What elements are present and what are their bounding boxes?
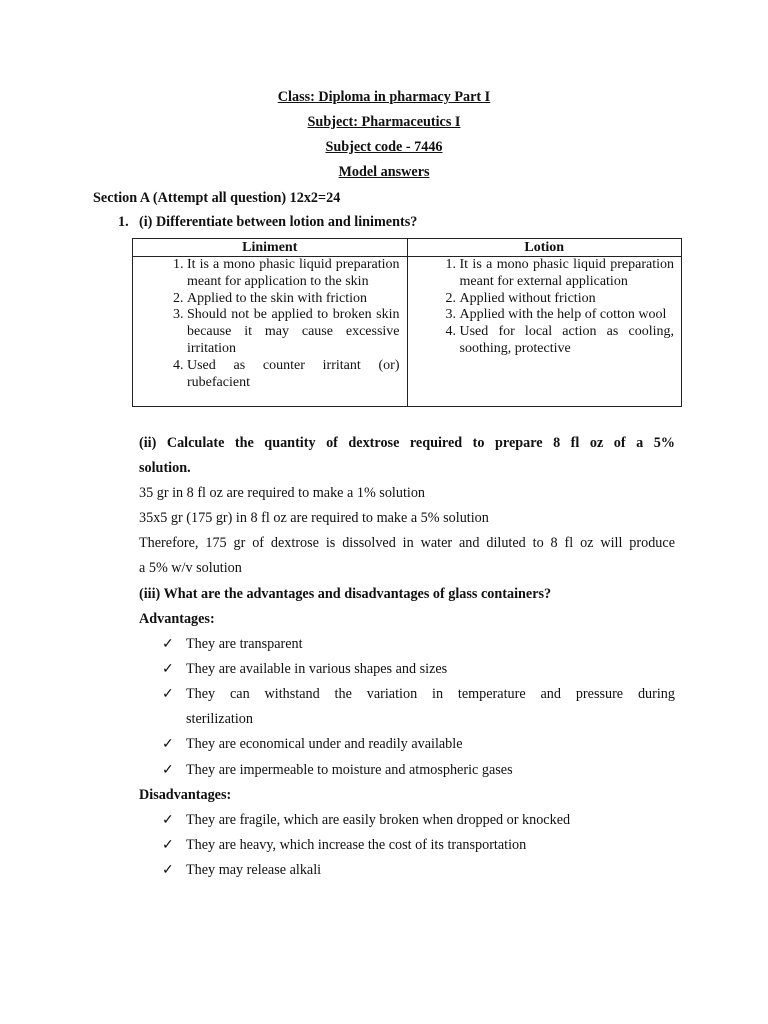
advantage-text: They are transparent [186,636,303,652]
liniment-item: 4. Used as counter irritant (or) rubefacient [187,358,400,392]
question-number: 1. [118,214,129,230]
lotion-item: 2. Applied without friction [460,291,675,308]
class-line: Class: Diploma in pharmacy Part I [277,89,491,105]
section-a-heading: Section A (Attempt all question) 12x2=24 [93,190,341,206]
question-2-title-line2: solution. [139,460,191,476]
liniment-item: 2. Applied to the skin with friction [187,291,400,308]
advantage-text: They are impermeable to moisture and atmospheric gases [186,762,513,778]
lotion-item: 3. Applied with the help of cotton wool [460,307,675,324]
answer-2-line3a: Therefore, 175 gr of dextrose is dissolved in water and diluted to 8 fl oz will produce [139,535,675,551]
liniment-header: Liniment [133,239,408,257]
advantages-label: Advantages: [139,611,215,627]
comparison-table [132,238,682,407]
checkmark-icon: ✓ [162,862,174,878]
liniment-item: 1. It is a mono phasic liquid preparation meant for application to the skin [187,257,400,291]
question-1-title: (i) Differentiate between lotion and liniments? [139,214,418,230]
disadvantage-text: They are fragile, which are easily broken when dropped or knocked [186,812,571,828]
subject-line: Subject: Pharmaceutics I [307,114,461,130]
question-2-title-line1: (ii) Calculate the quantity of dextrose required to prepare 8 fl oz of a 5% [139,435,675,451]
question-3-title: (iii) What are the advantages and disadvantages of glass containers? [139,586,552,602]
checkmark-icon: ✓ [162,686,174,702]
disadvantage-text: They are heavy, which increase the cost of its transportation [186,837,527,853]
subject-code-line: Subject code - 7446 [325,139,443,155]
checkmark-icon: ✓ [162,762,174,778]
checkmark-icon: ✓ [162,736,174,752]
checkmark-icon: ✓ [162,636,174,652]
disadvantages-label: Disadvantages: [139,787,232,803]
answer-2-line2: 35x5 gr (175 gr) in 8 fl oz are required to make a 5% solution [139,510,489,526]
lotion-item: 1. It is a mono phasic liquid preparation meant for external application [460,257,675,291]
model-answers-line: Model answers [338,164,430,180]
lotion-header: Lotion [407,239,682,257]
liniment-item: 3. Should not be applied to broken skin because it may cause excessive irritation [187,307,400,357]
answer-2-line1: 35 gr in 8 fl oz are required to make a 1% solution [139,485,426,501]
checkmark-icon: ✓ [162,661,174,677]
disadvantage-text: They may release alkali [186,862,322,878]
answer-2-line3b: a 5% w/v solution [139,560,242,576]
advantage-text: sterilization [186,711,253,727]
lotion-cell [407,257,682,407]
lotion-item: 4. Used for local action as cooling, soothing, protective [460,324,675,358]
advantage-text: They can withstand the variation in temperature and pressure during [186,686,675,702]
advantage-text: They are available in various shapes and sizes [186,661,448,677]
liniment-cell [133,257,408,407]
checkmark-icon: ✓ [162,812,174,828]
advantage-text: They are economical under and readily available [186,736,463,752]
checkmark-icon: ✓ [162,837,174,853]
